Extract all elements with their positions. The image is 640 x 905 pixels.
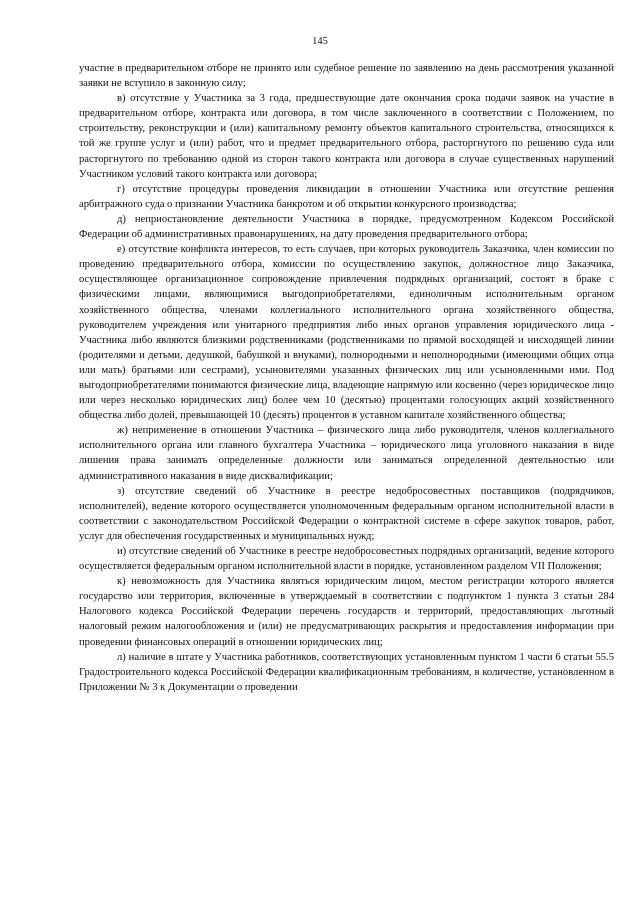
- paragraph-item-i: и) отсутствие сведений об Участнике в реестре недобросовестных подрядных организаций, ведение которого осуществляется федеральным органом исполнительной власти в порядке, установленном разделом VII Положения;: [79, 546, 614, 573]
- paragraph-item-l: л) наличие в штате у Участника работников, соответствующих установленным пунктом 1 части 6 статьи 55.5 Градостроительного кодекса Российской Федерации квалификационным требованиям, в количестве, установленном в Приложении № 3 к Документации о проведении: [79, 651, 614, 693]
- paragraph-item-zh: ж) неприменение в отношении Участника – физического лица либо руководителя, членов коллегиального исполнительного органа или главного бухгалтера Участника – юридического лица уголовного наказания в виде лишения права занимать определенные должности или заниматься определенной деятельностью или административного наказания в виде дисквалификации;: [79, 425, 614, 482]
- paragraph-item-d: д) неприостановление деятельности Участника в порядке, предусмотренном Кодексом Российской Федерации об административных правонарушениях, на дату проведения предварительного отбора;: [79, 213, 614, 241]
- paragraph-continuation: участие в предварительном отборе не принято или судебное решение по заявлению на день рассмотрения указанной заявки не вступило в законную силу;: [79, 63, 614, 90]
- paragraph-item-v: в) отсутствие у Участника за 3 года, предшествующие дате окончания срока подачи заявок на участие в предварительном отборе, контракта или договора, в том числе заключенного в соответствии с Положением, по строительству, реконструкции и (или) капитальному ремонту объектов капитального строительства, относящихся к той же группе услуг и (или) работ, что и предмет предварительного отбора, расторгнутого по решению суда или расторгнутого по требованию одной из сторон такого контракта или договора в случае существенных нарушений Участником условий такого контракта или договора;: [79, 93, 614, 180]
- paragraph-item-k: к) невозможность для Участника являться юридическим лицом, местом регистрации которого является государство или территория, включенные в утверждаемый в соответствии с подпунктом 1 пункта 3 статьи 284 Налогового кодекса Российской Федерации перечень государств и территорий, предоставляющих льготный налоговый режим налогообложения и (или) не предусматривающих раскрытия и предоставления информации при проведении финансовых операций в отношении юридических лиц;: [79, 576, 614, 648]
- paragraph-item-g: г) отсутствие процедуры проведения ликвидации в отношении Участника или отсутствие решения арбитражного суда о признании Участника банкротом и об открытии конкурсного производства;: [79, 183, 614, 210]
- paragraph-item-z: з) отсутствие сведений об Участнике в реестре недобросовестных поставщиков (подрядчиков, исполнителей), ведение которого осуществляется уполномоченным федеральным органом исполнительной власти в соответствии с законодательством Российской Федерации о контрактной системе в сфере закупок товаров, работ, услуг для обеспечения государственных и муниципальных нужд;: [79, 485, 614, 542]
- page-number: 145: [312, 36, 328, 47]
- document-body: [79, 61, 614, 695]
- paragraph-item-e: е) отсутствие конфликта интересов, то есть случаев, при которых руководитель Заказчика, член комиссии по проведению предварительного отбора, комиссии по осуществлению закупок, должностное лицо Заказчика, осуществляющее организационное сопровождение привлечения подрядных организаций, состоят в браке с физическими лицами, являющимися выгодоприобретателями, единоличным исполнительным органом хозяйственного общества, членами коллегиального исполнительного органа хозяйственного общества, руководителем учреждения или унитарного предприятия либо иных органов управления юридического лица - Участника либо являются близкими родственниками (родственниками по прямой восходящей и нисходящей линии (родителями и детьми, дедушкой, бабушкой и внуками), полнородными и неполнородными (имеющими общих отца или мать) братьями или сестрами), усыновителями указанных физических лиц или усыновленными ими. Под выгодоприобретателями понимаются физические лица, владеющие напрямую или косвенно (через юридическое лицо или через несколько юридических лиц) более чем 10 (десятью) процентами голосующих акций хозяйственного общества либо долей, превышающей 10 (десять) процентов в уставном капитале хозяйственного общества;: [79, 244, 614, 422]
